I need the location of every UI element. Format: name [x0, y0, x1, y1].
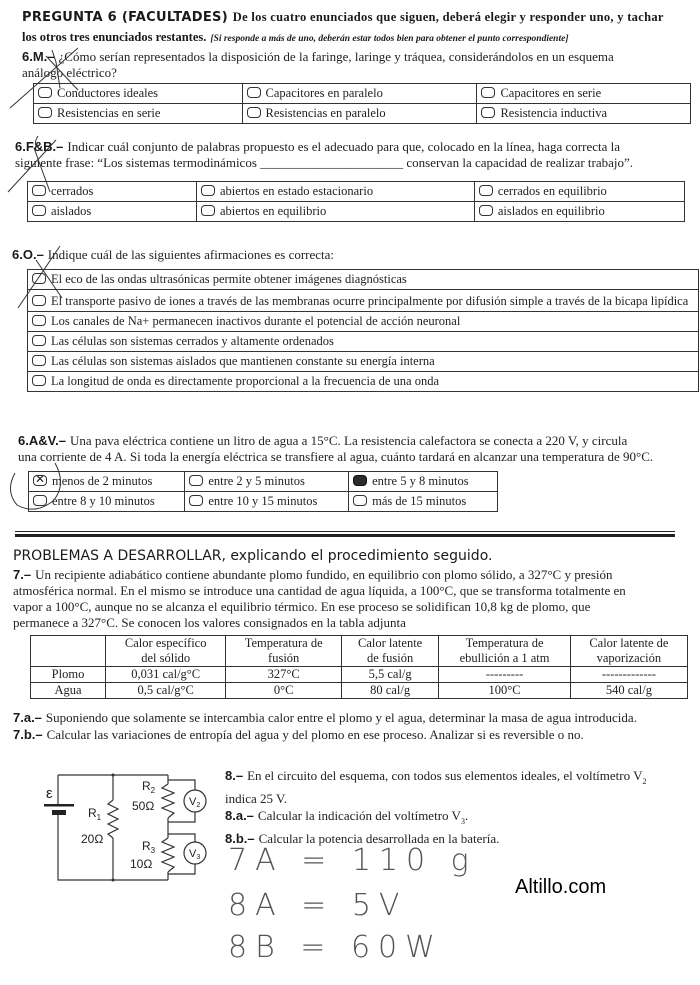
problem-text-line: atmosférica normal. En el mismo se introduce una cantidad de agua líquida, a 100°C, que se transforma totalmente en [13, 583, 626, 598]
option-label: más de 15 minutos [372, 494, 467, 508]
question-number: 6.F&B.– [15, 139, 64, 154]
checkbox[interactable] [32, 273, 46, 284]
options-6fb [27, 181, 685, 222]
table-header-cell [31, 636, 106, 667]
site-watermark: Altillo.com [515, 876, 607, 898]
handwritten-answer: 8A = 5V [228, 888, 408, 923]
problems-title-rest: explicando el procedimiento seguido. [225, 548, 493, 564]
checkbox[interactable] [479, 185, 493, 196]
subquestion-number: 7.b.– [13, 727, 43, 742]
instruction-line-1: De los cuatro enunciados que siguen, deberá elegir y responder uno, y tachar [232, 10, 664, 24]
r2-label: $R_2$ [142, 779, 156, 795]
table-header-row [31, 636, 688, 667]
option[interactable] [29, 492, 185, 512]
option[interactable] [242, 84, 477, 104]
question-text-cont: análogo eléctrico? [22, 65, 117, 80]
table-cell: 540 cal/g [570, 683, 687, 699]
v2-label: V2 [189, 796, 201, 809]
option-label: menos de 2 minutos [52, 474, 153, 488]
option-label: Las células son sistemas aislados que mantienen constante su energía interna [51, 354, 435, 368]
subquestion-text: Suponiendo que solamente se intercambia calor entre el plomo y el agua, determinar la masa de agua introducida. [45, 710, 637, 725]
table-cell: ------------- [570, 667, 687, 683]
table-header-cell: Temperatura de ebullición a 1 atm [439, 636, 571, 667]
checkbox[interactable] [353, 495, 367, 506]
option[interactable] [28, 332, 699, 352]
option-label: cerrados en equilibrio [497, 184, 607, 198]
table-cell: Agua [31, 683, 106, 699]
r3-value: 10Ω [130, 857, 153, 871]
table-cell: 0,5 cal/g°C [106, 683, 226, 699]
table-row [31, 683, 688, 699]
divider-thick [15, 534, 675, 537]
option-selected[interactable] [29, 472, 185, 492]
checkbox[interactable] [189, 475, 203, 486]
question-number: 6.M.– [22, 49, 55, 64]
resistor-r3 [162, 838, 174, 872]
table-cell: --------- [439, 667, 571, 683]
instruction-line-2: los otros tres enunciados restantes. [22, 30, 207, 44]
wire-v2-top [168, 780, 195, 790]
exam-question-title [22, 10, 664, 25]
subquestion-text: Calcular la potencia desarrollada en la batería. [258, 831, 500, 847]
question-6m [22, 49, 692, 81]
divider-thin [15, 531, 675, 532]
checkbox[interactable] [32, 335, 46, 346]
option-label: Resistencia inductiva [500, 106, 608, 120]
option-label: entre 2 y 5 minutos [208, 474, 305, 488]
checked-checkbox[interactable] [33, 475, 47, 486]
problem-text-line: vapor a 100°C, aunque no se alcanza el equilibrio térmico. En ese proceso se solidifican 10,8 kg de plomo, que [13, 599, 591, 614]
checkbox[interactable] [481, 107, 495, 118]
option-label: Resistencias en serie [57, 106, 161, 120]
option-label: Conductores ideales [57, 86, 159, 100]
option[interactable] [28, 182, 197, 202]
option-label: Resistencias en paralelo [265, 106, 386, 120]
table-cell: 5,5 cal/g [341, 667, 438, 683]
checkbox[interactable] [247, 107, 261, 118]
handwritten-answer: 7A = 110 g [228, 843, 477, 878]
option-label: entre 8 y 10 minutos [52, 494, 155, 508]
option-label: La longitud de onda es directamente proporcional a la frecuencia de una onda [51, 374, 440, 388]
options-6o [27, 269, 699, 392]
option[interactable] [34, 104, 243, 124]
option[interactable] [242, 104, 477, 124]
properties-table [30, 635, 688, 699]
option[interactable] [28, 270, 699, 290]
subquestion-number: 7.a.– [13, 710, 42, 725]
option-label: Capacitores en paralelo [265, 86, 383, 100]
checkbox[interactable] [32, 315, 46, 326]
table-cell: 0,031 cal/g°C [106, 667, 226, 683]
checkbox[interactable] [32, 375, 46, 386]
question-text: Una pava eléctrica contiene un litro de agua a 15°C. La resistencia calefactora se conecta a 220 V, y circula [69, 433, 628, 448]
wire-v2-bottom [168, 812, 195, 822]
checkbox[interactable] [33, 495, 47, 506]
option-label: cerrados [51, 184, 94, 198]
checkbox[interactable] [201, 185, 215, 196]
r1-value: 20Ω [81, 832, 104, 846]
problem-7-subquestions [13, 709, 637, 743]
checkbox[interactable] [32, 295, 46, 306]
option-label: aislados en equilibrio [497, 204, 605, 218]
r3-label: $R_3$ [142, 839, 156, 855]
option[interactable] [197, 182, 475, 202]
wire-v3-top [168, 834, 195, 842]
option-label: El transporte pasivo de iones a través de las membranas ocurre principalmente por difusión simple a través de la bicapa lipídica [51, 293, 689, 308]
option-label: Capacitores en serie [500, 86, 602, 100]
problems-title-bold: PROBLEMAS A DESARROLLAR, [13, 548, 226, 564]
table-cell: 327°C [226, 667, 342, 683]
filled-checkbox[interactable] [353, 475, 367, 486]
checkbox[interactable] [32, 205, 46, 216]
problem-text-line: permanece a 327°C. Se conocen los valores consignados en la tabla adjunta [13, 615, 406, 630]
option[interactable] [349, 492, 498, 512]
question-text-cont: una corriente de 4 A. Si toda la energía eléctrica se transfiere al agua, cuánto tardará en alcanzar una temperatura de 90°C. [18, 449, 654, 464]
subquestion-text: Calcular las variaciones de entropía del agua y del plomo en ese proceso. Analizar si es reversible o no. [46, 727, 584, 742]
resistor-r2 [162, 784, 174, 818]
option[interactable] [28, 372, 699, 392]
option[interactable] [34, 84, 243, 104]
table-cell: 0°C [226, 683, 342, 699]
question-number: 6.A&V.– [18, 433, 66, 448]
option[interactable] [28, 312, 699, 332]
problem-7 [13, 567, 698, 631]
question-text: Indique cuál de las siguientes afirmaciones es correcta: [47, 247, 335, 262]
option-label: Las células son sistemas cerrados y altamente ordenados [51, 334, 334, 348]
r2-value: 50Ω [132, 799, 155, 813]
checkbox[interactable] [479, 205, 493, 216]
v3-label: V3 [189, 848, 201, 861]
subquestion-number: 8.b.– [225, 831, 255, 847]
problem-8: 8.– En el circuito del esquema, con todos sus elementos ideales, el voltímetro $V_2$ indica 25 V. 8.a.– Calcular la indicación del voltímetro $V_3$. 8.b.– Calcular la potencia desarrollada en la batería. [225, 768, 647, 847]
table-header-cell: Calor latente de fusión [341, 636, 438, 667]
option-label: entre 10 y 15 minutos [208, 494, 318, 508]
problem-text: En el circuito del esquema, con todos sus elementos ideales, el voltímetro V [247, 768, 643, 783]
instruction-note: [Si responde a más de uno, deberán estar todos bien para obtener el punto correspondiente] [210, 34, 569, 44]
subquestion-text: Calcular la indicación del voltímetro V [257, 808, 461, 824]
instruction-row-2 [22, 28, 569, 46]
option[interactable] [349, 472, 498, 492]
checkbox[interactable] [38, 87, 52, 98]
option[interactable] [28, 352, 699, 372]
table-cell: Plomo [31, 667, 106, 683]
battery-plate-long [44, 804, 74, 807]
option[interactable] [477, 84, 691, 104]
checkbox[interactable] [201, 205, 215, 216]
option-label: abiertos en estado estacionario [220, 184, 374, 198]
question-text-cont: siguiente frase: “Los sistemas termodinámicos ______________________ conservan la capacidad de realizar trabajo”. [15, 155, 634, 170]
battery-plate-short [52, 810, 66, 815]
options-6av [28, 471, 498, 512]
r1-label: $R_1$ [88, 806, 102, 822]
subquestion-number: 8.a.– [225, 808, 254, 824]
problem-number: 8.– [225, 768, 244, 783]
table-cell: 80 cal/g [341, 683, 438, 699]
problem-text-line: Un recipiente adiabático contiene abundante plomo fundido, en equilibrio con plomo sólido, a 327°C y presión [35, 567, 613, 582]
options-6m [33, 83, 691, 124]
problem-number: 7.– [13, 567, 32, 582]
table-header-cell: Calor latente de vaporización [570, 636, 687, 667]
subscript: 2 [642, 777, 647, 787]
option[interactable] [474, 202, 684, 222]
option[interactable] [28, 202, 197, 222]
table-row [31, 667, 688, 683]
handwritten-answer: 8B = 60W [228, 930, 443, 965]
problems-section-title [13, 548, 492, 564]
question-6fb [15, 139, 695, 171]
problem-text-cont: indica 25 V. [225, 791, 287, 807]
circuit-diagram [0, 760, 230, 900]
option-label: El eco de las ondas ultrasónicas permite obtener imágenes diagnósticas [51, 272, 407, 286]
checkbox[interactable] [189, 495, 203, 506]
table-header-cell: Calor específico del sólido [106, 636, 226, 667]
option[interactable] [477, 104, 691, 124]
question-text: Indicar cuál conjunto de palabras propuesto es el adecuado para que, colocado en la línea, haga correcta la [67, 139, 621, 154]
checkbox[interactable] [32, 185, 46, 196]
option[interactable] [185, 472, 349, 492]
subscript: 3 [460, 817, 465, 827]
option[interactable] [474, 182, 684, 202]
option-label: aislados [51, 204, 92, 218]
question-text: ¿Cómo serían representados la disposición de la faringe, laringe y tráquea, considerándolos en un esquema [58, 49, 614, 64]
option-label: abiertos en equilibrio [220, 204, 327, 218]
question-6o [12, 247, 334, 263]
option-label: Los canales de Na+ permanecen inactivos durante el potencial de acción neuronal [51, 314, 461, 328]
resistor-r1 [108, 800, 118, 838]
option[interactable] [185, 492, 349, 512]
table-cell: 100°C [439, 683, 571, 699]
option-label: entre 5 y 8 minutos [372, 474, 469, 488]
question-title: PREGUNTA 6 (FACULTADES) [22, 10, 228, 25]
checkbox[interactable] [38, 107, 52, 118]
checkbox[interactable] [481, 87, 495, 98]
table-header-cell: Temperatura de fusión [226, 636, 342, 667]
checkbox[interactable] [247, 87, 261, 98]
emf-label: ε [46, 785, 53, 802]
option[interactable] [28, 290, 699, 312]
option[interactable] [197, 202, 475, 222]
question-6av [18, 433, 698, 465]
checkbox[interactable] [32, 355, 46, 366]
question-number: 6.O.– [12, 247, 44, 262]
